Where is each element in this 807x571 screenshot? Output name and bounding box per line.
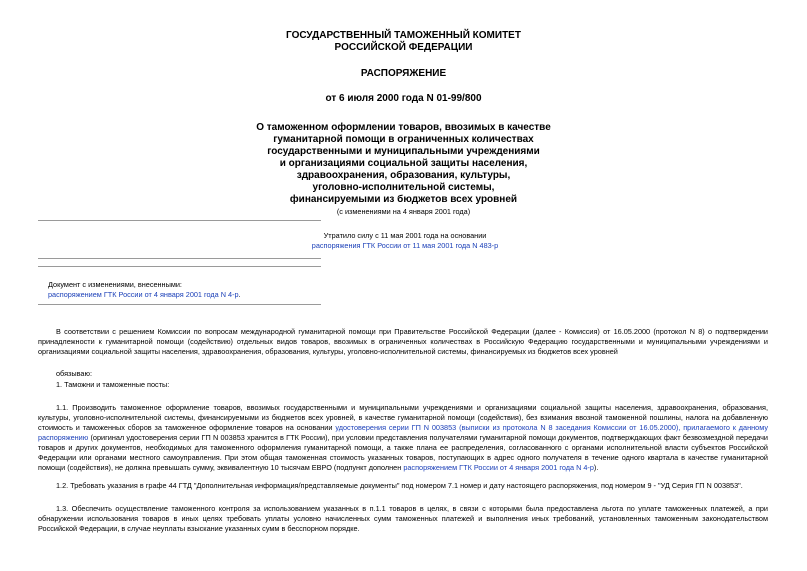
obligate-line: обязываю: — [56, 369, 92, 378]
paragraph-1-3: 1.3. Обеспечить осуществление таможенного контроля за использованием указанных в п.1.1 товаров в целях, в связи с которыми была предоставлена льгота по уплате таможенных платежей, а при обнаружении использования товаров в иных целях требовать уплаты условно начисленных сумм таможенных платежей и выполнения иных требований, установленных таможенным законодательством Российской Федерации, в случае неуплаты взыскание указанных сумм в бесспорном порядке. — [38, 504, 768, 533]
title-line: здравоохранения, образования, культуры, — [296, 170, 511, 181]
divider — [38, 258, 321, 259]
title-line: финансируемыми из бюджетов всех уровней — [289, 194, 518, 205]
title-line: гуманитарной помощи в ограниченных количествах — [273, 134, 534, 145]
lost-force-text: Утратило силу с 11 мая 2001 года на основании — [323, 231, 487, 240]
p11-text-c: ). — [593, 463, 599, 472]
title-line: и организациями социальной защиты населения, — [279, 158, 528, 169]
divider — [38, 266, 321, 267]
amendment-note: (с изменениями на 4 января 2001 года) — [336, 207, 471, 216]
doc-date-number: от 6 июля 2000 года N 01-99/800 — [325, 93, 482, 104]
p11-text-a: 1.1. Производить таможенное оформление товаров, ввозимых государственными и муниципальными учреждениями и организациями социальной защиты населения, здравоохранения, образования, культуры, уголовно-исполнительной системы, финансируемыми из бюджетов всех уровней, в качестве гуманитарной помощи (содействия), без взимания ввозной таможенной пошлины, налога на добавленную стоимость и таможенных сборов за таможенное оформление товаров на основании — [38, 403, 768, 432]
org-line-2: РОССИЙСКОЙ ФЕДЕРАЦИИ — [334, 42, 473, 53]
doc-type: РАСПОРЯЖЕНИЕ — [360, 68, 447, 79]
paragraph-1: 1. Таможни и таможенные посты: — [56, 380, 170, 389]
changes-box — [48, 280, 328, 300]
changes-link[interactable]: распоряжением ГТК России от 4 января 2001 года N 4-р — [48, 290, 239, 299]
changes-period: . — [238, 290, 241, 299]
amendment-link[interactable]: распоряжением ГТК России от 4 января 2001 года N 4-р — [403, 463, 594, 472]
divider — [38, 220, 321, 221]
paragraph-1-1 — [38, 403, 768, 473]
org-name — [0, 30, 807, 54]
title-line: государственными и муниципальными учреждениями — [267, 146, 540, 157]
org-line-1: ГОСУДАРСТВЕННЫЙ ТАМОЖЕННЫЙ КОМИТЕТ — [286, 30, 521, 41]
changes-text: Документ с изменениями, внесенными: — [48, 280, 182, 289]
p11-text-b: (оригинал удостоверения серии ГП N 003853 хранится в ГТК России), при условии представления получателями гуманитарной помощи документов, подтверждающих факт безвозмездной передачи товаров и других документов, необходимых для таможенного оформления гуманитарной помощи, а также плана ее распределения, согласованного с органами исполнительной власти субъектов Российской Федерации или органами местного самоуправления. При этом общая таможенная стоимость указанных товаров, поступающих в адрес одного получателя в течение одного квартала в качестве гуманитарной помощи (содействия), не должна превышать сумму, эквивалентную 10 тысячам ЕВРО (подпункт дополнен — [38, 433, 768, 472]
paragraph-1-2: 1.2. Требовать указания в графе 44 ГТД "Дополнительная информация/представляемые документы" под номером 7.1 номер и дату настоящего распоряжения, под номером 9 - "УД Серия ГП N 003853". — [56, 481, 743, 490]
lost-force-link[interactable]: распоряжения ГТК России от 11 мая 2001 года N 483-р — [311, 241, 499, 250]
certificate-link[interactable]: удостоверения серии ГП N 003853 (выписки из протокола N 8 заседания Комиссии от 16.05.2000), прилагаемого к данному распоряжению — [38, 423, 768, 442]
divider — [38, 304, 321, 305]
lost-force-block — [290, 231, 520, 251]
title-line: О таможенном оформлении товаров, ввозимых в качестве — [256, 122, 551, 133]
intro-paragraph: В соответствии с решением Комиссии по вопросам международной гуманитарной помощи при Правительстве Российской Федерации (далее - Комиссия) от 16.05.2000 (протокол N 8) о подтверждении принадлежности к гуманитарной помощи (содействию) отдельных видов товаров, ввозимых в ограниченных количествах в Российскую Федерацию государственными и муниципальными учреждениями и организациями социальной защиты населения, здравоохранения, образования, культуры, уголовно-исполнительной системы, финансируемых из бюджетов всех уровней — [38, 327, 768, 356]
title-line: уголовно-исполнительной системы, — [312, 182, 495, 193]
doc-title — [0, 122, 807, 206]
